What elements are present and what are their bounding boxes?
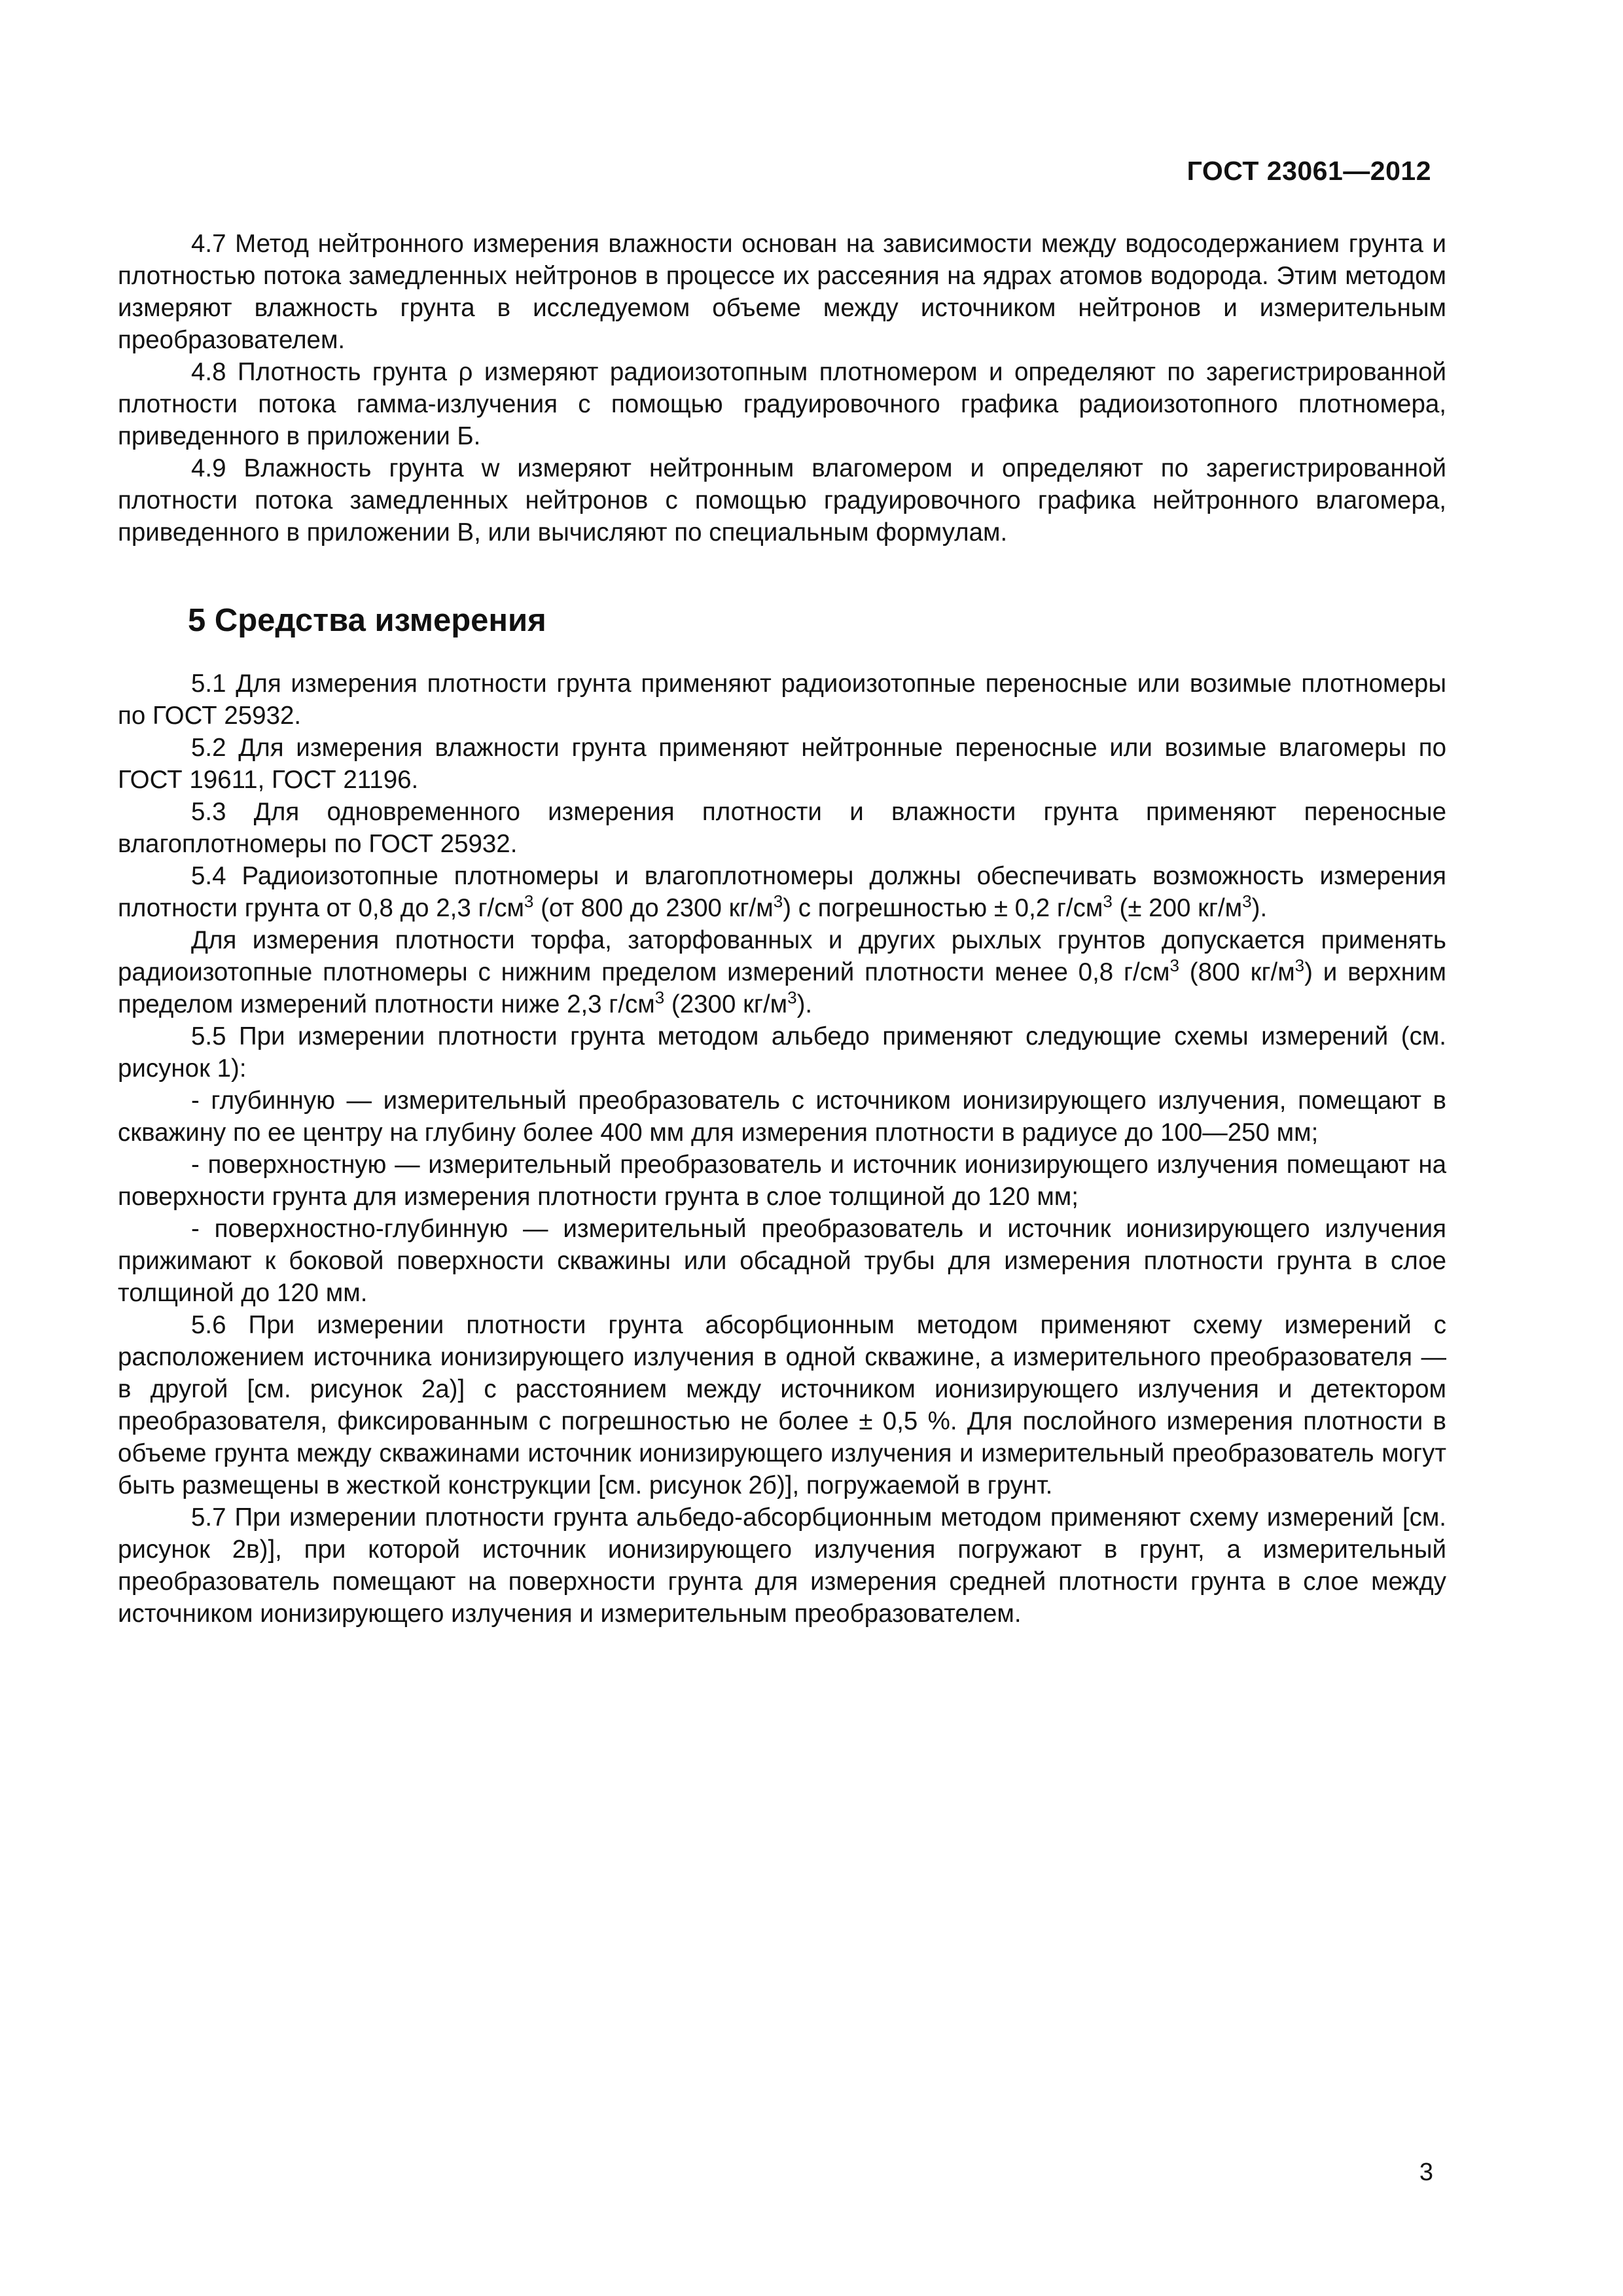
p54-part-d: (± 200 кг/м xyxy=(1112,894,1243,922)
superscript: 3 xyxy=(1103,891,1113,911)
paragraph-4-9: 4.9 Влажность грунта w измеряют нейтронным влагомером и определяют по зарегистрированной плотности потока замедленных нейтронов с помощью градуировочного графика нейтронного влагомера, приведенного в приложении В, или вычисляют по специальным формулам. xyxy=(118,454,1446,547)
paragraph-5-3: 5.3 Для одновременного измерения плотности и влажности грунта применяют переносные влагоплотномеры по ГОСТ 25932. xyxy=(118,798,1446,858)
p54b-part-a: Для измерения плотности торфа, заторфованных и других рыхлых грунтов допускается применять радиоизотопные плотномеры с нижним пределом измерений плотности менее 0,8 г/см xyxy=(118,926,1446,986)
p54-part-c: ) с погрешностью ± 0,2 г/см xyxy=(783,894,1103,922)
standard-header: ГОСТ 23061—2012 xyxy=(1186,156,1431,186)
paragraph-5-4 xyxy=(118,860,1446,924)
superscript: 3 xyxy=(1294,956,1305,975)
list-item-surface: - поверхностную — измерительный преобразователь и источник ионизирующего излучения помещают на поверхности грунта для измерения плотности грунта в слое толщиной до 120 мм; xyxy=(118,1151,1446,1211)
document-body xyxy=(118,228,1446,1630)
paragraph-5-7: 5.7 При измерении плотности грунта альбедо-абсорбционным методом применяют схему измерений [см. рисунок 2в)], при которой источник ионизирующего излучения погружают в грунт, а измерительный преобразователь помещают на поверхности грунта для измерения средней плотности грунта в слое между источником ионизирующего излучения и измерительным преобразователем. xyxy=(118,1503,1446,1628)
p54b-part-d: (2300 кг/м xyxy=(664,990,788,1018)
superscript: 3 xyxy=(654,988,665,1007)
superscript: 3 xyxy=(524,891,534,911)
paragraph-5-2: 5.2 Для измерения влажности грунта применяют нейтронные переносные или возимые влагомеры по ГОСТ 19611, ГОСТ 21196. xyxy=(118,734,1446,794)
section-title: 5 Средства измерения xyxy=(188,603,546,638)
paragraph-5-6: 5.6 При измерении плотности грунта абсорбционным методом применяют схему измерений с расположением источника ионизирующего излучения в одной скважине, а измерительного преобразователя — в другой [см. рисунок 2а)] с расстоянием между источником ионизирующего излучения и детектором преобразователя, фиксированным с погрешностью не более ± 0,5 %. Для послойного измерения плотности в объеме грунта между скважинами источник ионизирующего излучения и измерительный преобразователь могут быть размещены в жесткой конструкции [см. рисунок 2б)], погружаемой в грунт. xyxy=(118,1311,1446,1499)
list-item-surface-depth: - поверхностно-глубинную — измерительный преобразователь и источник ионизирующего излучения прижимают к боковой поверхности скважины или обсадной трубы для измерения плотности грунта в слое толщиной до 120 мм. xyxy=(118,1215,1446,1307)
superscript: 3 xyxy=(1242,891,1252,911)
p54b-part-e: ). xyxy=(796,990,813,1018)
page-number: 3 xyxy=(1419,2159,1433,2186)
paragraph-5-5: 5.5 При измерении плотности грунта методом альбедо применяют следующие схемы измерений (см. рисунок 1): xyxy=(118,1022,1446,1083)
p54-part-e: ). xyxy=(1251,894,1268,922)
list-item-depth: - глубинную — измерительный преобразователь с источником ионизирующего излучения, помещают в скважину по ее центру на глубину более 400 мм для измерения плотности в радиусе до 100—250 мм; xyxy=(118,1086,1446,1147)
p54b-part-b: (800 кг/м xyxy=(1179,958,1295,986)
superscript: 3 xyxy=(787,988,797,1007)
paragraph-5-4-peat xyxy=(118,924,1446,1020)
p54-part-b: (от 800 до 2300 кг/м xyxy=(533,894,774,922)
paragraph-4-8: 4.8 Плотность грунта ρ измеряют радиоизотопным плотномером и определяют по зарегистрированной плотности потока гамма-излучения с помощью градуировочного графика радиоизотопного плотномера, приведенного в приложении Б. xyxy=(118,358,1446,450)
superscript: 3 xyxy=(1169,956,1179,975)
superscript: 3 xyxy=(773,891,783,911)
paragraph-5-1: 5.1 Для измерения плотности грунта применяют радиоизотопные переносные или возимые плотномеры по ГОСТ 25932. xyxy=(118,670,1446,730)
p54-part-a: 5.4 Радиоизотопные плотномеры и влагоплотномеры должны обеспечивать возможность измерения плотности грунта от 0,8 до 2,3 г/см xyxy=(118,862,1446,922)
paragraph-4-7: 4.7 Метод нейтронного измерения влажности основан на зависимости между водосодержанием грунта и плотностью потока замедленных нейтронов в процессе их рассеяния на ядрах атомов водорода. Этим методом измеряют влажность грунта в исследуемом объеме между источником нейтронов и измерительным преобразователем. xyxy=(118,230,1446,354)
p54b-part-c: ) и верхним пределом измерений плотности ниже 2,3 г/см xyxy=(118,958,1446,1018)
